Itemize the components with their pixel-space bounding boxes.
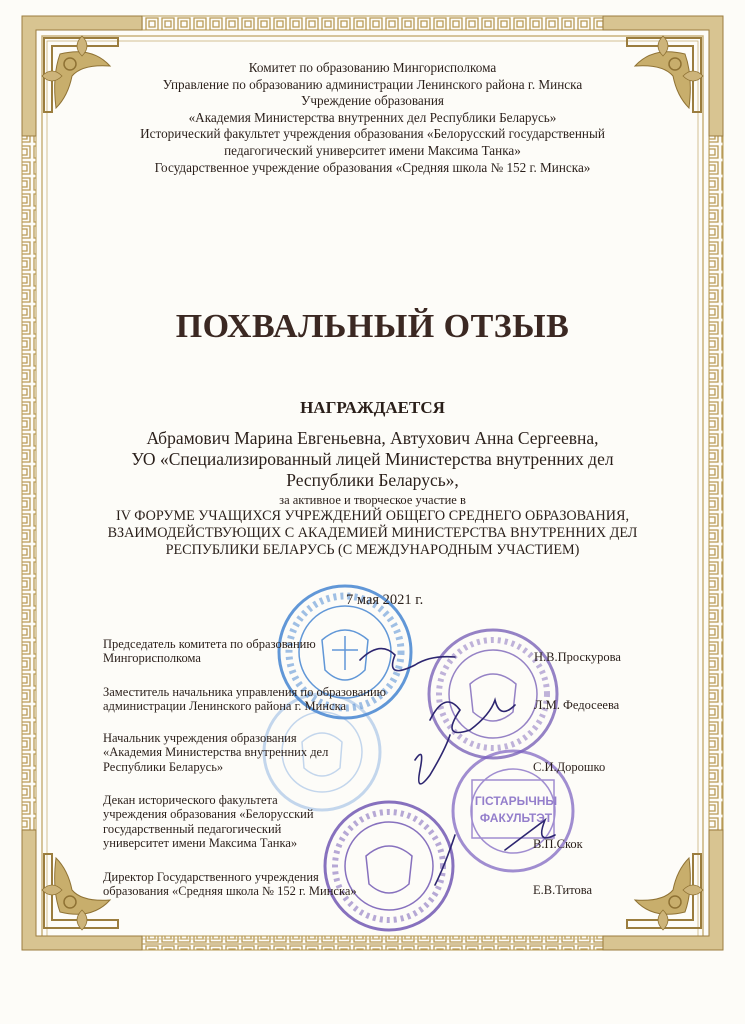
forum-line: РЕСПУБЛИКИ БЕЛАРУСЬ (С МЕЖДУНАРОДНЫМ УЧАСТИЕМ) [165, 542, 580, 558]
signatory-title-line: Декан исторического факультета [103, 793, 278, 807]
header-line: Комитет по образованию Мингорисполкома [248, 60, 497, 75]
document-title: ПОХВАЛЬНЫЙ ОТЗЫВ [175, 308, 570, 345]
signatory-title-line: Председатель комитета по образованию [103, 637, 316, 651]
signatory-title [103, 685, 386, 714]
signatory-title-line: Мингорисполкома [103, 651, 201, 666]
signatory-title-line: университет имени Максима Танка» [103, 836, 298, 851]
signatory-title-line: администрации Ленинского района г. Минска [103, 699, 347, 714]
signatory-name: Л.М. Федосеева [534, 698, 620, 712]
header-line: Управление по образованию администрации Ленинского района г. Минска [162, 76, 583, 92]
header-line: педагогический университет имени Максима Танка» [224, 142, 521, 158]
signatory-title-line: учреждения образования «Белорусский [103, 807, 314, 822]
recipient-block [90, 428, 655, 491]
issue-date: 7 мая 2021 г. [346, 592, 424, 608]
recipient-line: Абрамович Марина Евгеньевна, Автухович Анна Сергеевна, [146, 428, 599, 448]
signatory-name: Е.В.Титова [533, 883, 593, 897]
signatory-title [103, 793, 314, 851]
signatory-title-line: Республики Беларусь» [103, 759, 224, 774]
forum-line: IV ФОРУМЕ УЧАЩИХСЯ УЧРЕЖДЕНИЙ ОБЩЕГО СРЕДНЕГО ОБРАЗОВАНИЯ, [116, 508, 629, 524]
signatory-title-line: «Академия Министерства внутренних дел [103, 745, 329, 760]
awarded-label: НАГРАЖДАЕТСЯ [300, 398, 445, 417]
stamp-faculty-line: ФАКУЛЬТЭТ [479, 811, 553, 825]
signatory-title-line: Директор Государственного учреждения [103, 870, 319, 884]
signatory-name: С.И.Дорошко [533, 760, 606, 774]
header-line: Учреждение образования [301, 93, 444, 109]
header-line: Исторический факультет учреждения образования «Белорусский государственный [140, 126, 605, 142]
recipient-line: УО «Специализированный лицей Министерства внутренних дел [131, 449, 614, 469]
signatory-name: Н.В.Проскурова [534, 650, 621, 664]
signatory-title-line: Заместитель начальника управления по образованию [103, 685, 387, 699]
recipient-line: Республики Беларусь», [286, 470, 459, 490]
signatory-title [103, 637, 316, 666]
issuer-header [80, 60, 665, 176]
signatory-title-line: государственный педагогический [103, 821, 282, 836]
signatory-title [103, 870, 357, 899]
forum-name [70, 508, 675, 559]
signatory-name: В.П.Скок [533, 837, 583, 851]
signatory-title-line: Начальник учреждения образования [103, 731, 297, 745]
award-reason: за активное и творческое участие в [279, 493, 466, 507]
signatory-title [103, 731, 328, 774]
forum-line: ВЗАИМОДЕЙСТВУЮЩИХ С АКАДЕМИЕЙ МИНИСТЕРСТВА ВНУТРЕННИХ ДЕЛ [107, 525, 638, 541]
header-line: Государственное учреждение образования «Средняя школа № 152 г. Минска» [154, 159, 591, 175]
stamp-faculty-line: ГІСТАРЫЧНЫ [474, 794, 558, 808]
signatory-title-line: образования «Средняя школа № 152 г. Минска» [103, 884, 357, 899]
header-line: «Академия Министерства внутренних дел Республики Беларусь» [188, 109, 557, 125]
stamp-faculty-text [468, 793, 564, 827]
